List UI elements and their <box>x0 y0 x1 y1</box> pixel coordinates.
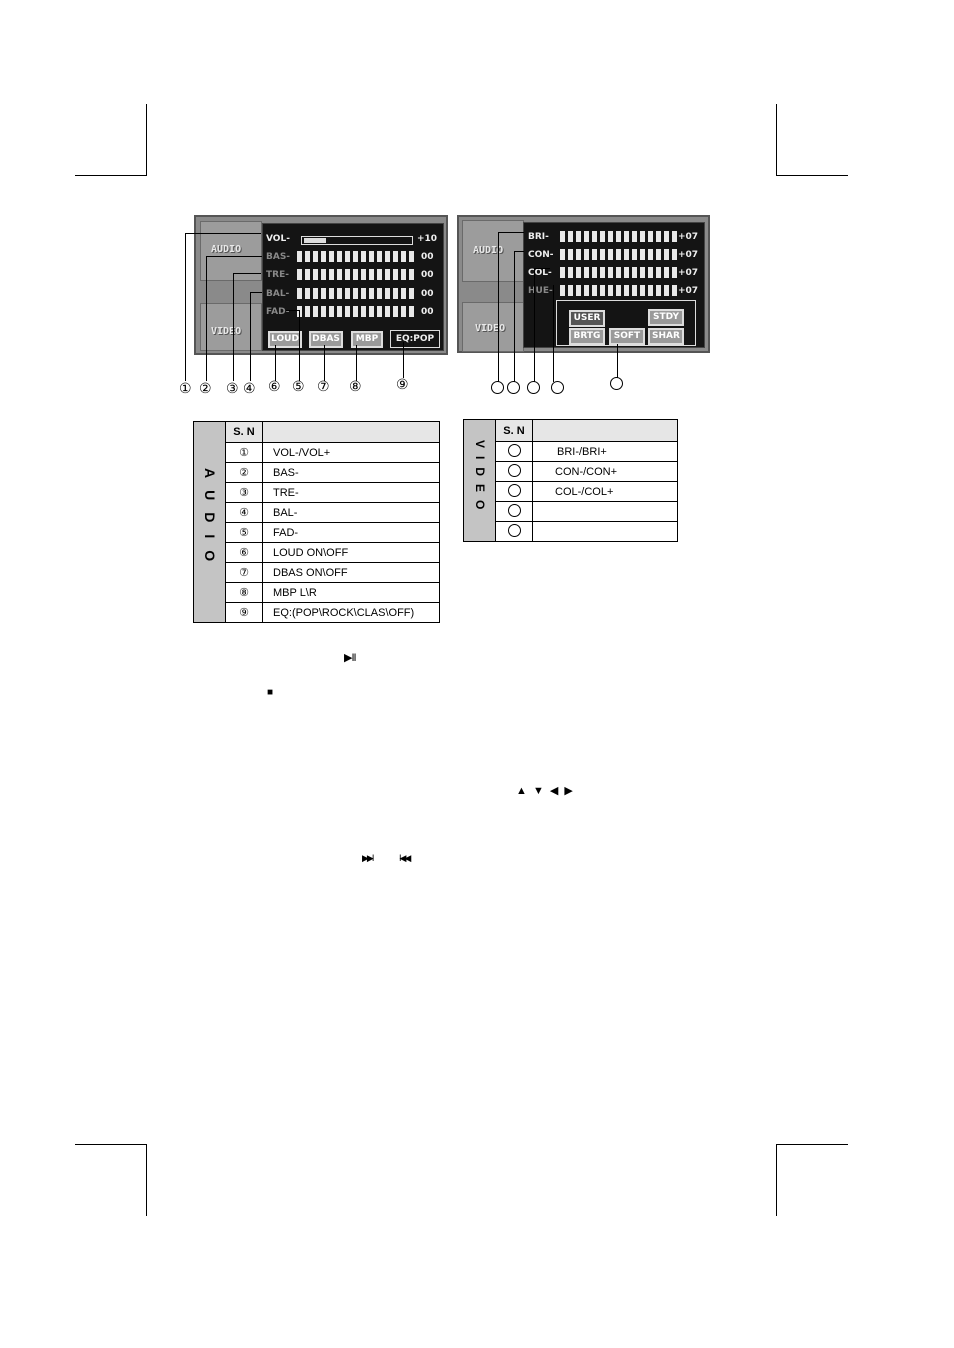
callout-line <box>275 345 276 381</box>
tre-value: 00 <box>421 270 434 280</box>
crop-mark <box>75 1144 147 1145</box>
audio-callout-number: ③ <box>226 380 239 396</box>
level-segment <box>313 306 318 317</box>
level-segment <box>664 285 669 296</box>
audio-menu-panel <box>262 223 444 351</box>
level-segment <box>377 251 382 262</box>
level-segment <box>345 269 350 280</box>
audio-tab: AUDIO <box>200 221 262 281</box>
callout-line <box>185 233 186 381</box>
level-segment <box>321 269 326 280</box>
row-description: TRE- <box>263 483 440 503</box>
con-bar <box>560 249 677 260</box>
level-segment <box>361 269 366 280</box>
callout-line <box>233 273 234 381</box>
callout-line <box>286 310 300 311</box>
crop-mark <box>776 104 777 176</box>
level-segment <box>576 285 581 296</box>
row-number-circle <box>508 444 521 457</box>
level-segment <box>672 231 677 242</box>
row-description: LOUD ON\OFF <box>263 543 440 563</box>
level-segment <box>672 285 677 296</box>
crop-mark <box>776 1144 848 1145</box>
level-segment <box>345 306 350 317</box>
eq-display[interactable]: EQ:POP <box>390 330 440 348</box>
level-segment <box>297 269 302 280</box>
level-segment <box>560 249 565 260</box>
table-row <box>194 483 440 503</box>
level-segment <box>313 288 318 299</box>
level-segment <box>369 269 374 280</box>
bas-label: BAS- <box>266 252 291 262</box>
audio-callout-number: ⑤ <box>292 378 305 394</box>
audio-callout-number: ② <box>199 380 212 396</box>
video-callout-circle <box>551 381 564 394</box>
mode-stdy-button[interactable]: STDY <box>648 309 684 326</box>
level-segment <box>616 231 621 242</box>
crop-mark <box>776 1144 777 1216</box>
callout-line <box>498 232 524 233</box>
bas-bar <box>297 251 414 262</box>
level-segment <box>329 306 334 317</box>
table-row <box>194 463 440 483</box>
row-description: COL-/COL+ <box>533 482 678 502</box>
hue-value: +07 <box>678 286 699 296</box>
level-segment <box>313 251 318 262</box>
video-table-side-label <box>464 420 496 542</box>
level-segment <box>648 267 653 278</box>
table-row <box>464 502 678 522</box>
mode-user-button[interactable]: USER <box>569 310 605 327</box>
row-description: MBP L\R <box>263 583 440 603</box>
table-row <box>194 563 440 583</box>
level-segment <box>393 251 398 262</box>
level-segment <box>568 231 573 242</box>
level-segment <box>600 249 605 260</box>
level-segment <box>361 306 366 317</box>
row-number <box>496 462 533 482</box>
level-segment <box>305 251 310 262</box>
level-segment <box>321 288 326 299</box>
video-callout-circle <box>507 381 520 394</box>
row-number: ④ <box>226 503 263 523</box>
row-number: ⑧ <box>226 583 263 603</box>
level-segment <box>377 288 382 299</box>
row-number: ⑥ <box>226 543 263 563</box>
audio-tab: AUDIO <box>462 220 524 282</box>
level-segment <box>393 306 398 317</box>
level-segment <box>345 288 350 299</box>
crop-mark <box>75 175 147 176</box>
bal-value: 00 <box>421 289 434 299</box>
callout-line <box>356 345 357 381</box>
level-segment <box>656 249 661 260</box>
callout-line <box>403 342 404 378</box>
level-segment <box>632 267 637 278</box>
callout-line <box>185 233 261 234</box>
level-segment <box>672 267 677 278</box>
level-segment <box>305 306 310 317</box>
level-segment <box>385 269 390 280</box>
level-segment <box>640 285 645 296</box>
level-segment <box>656 231 661 242</box>
hue-label: HUE- <box>528 286 553 296</box>
stop-icon: ■ <box>267 687 274 698</box>
video-tab: VIDEO <box>200 303 262 351</box>
level-segment <box>664 249 669 260</box>
level-segment <box>568 249 573 260</box>
prev-icon: I◀◀ <box>399 853 410 863</box>
video-tab: VIDEO <box>462 302 524 352</box>
col-bar <box>560 267 677 278</box>
callout-line <box>534 268 535 382</box>
level-segment <box>584 285 589 296</box>
row-number-circle <box>508 504 521 517</box>
vol-slider <box>301 236 413 245</box>
level-segment <box>616 267 621 278</box>
audio-callout-number: ⑦ <box>317 378 330 394</box>
level-segment <box>568 285 573 296</box>
level-segment <box>401 306 406 317</box>
table-row <box>464 462 678 482</box>
dbas-button[interactable]: DBAS <box>309 331 343 348</box>
row-number: ③ <box>226 483 263 503</box>
level-segment <box>576 231 581 242</box>
table-row <box>464 482 678 502</box>
level-segment <box>337 288 342 299</box>
bas-value: 00 <box>421 252 434 262</box>
level-segment <box>361 251 366 262</box>
audio-table-side-label <box>194 422 226 623</box>
level-segment <box>377 306 382 317</box>
level-segment <box>608 231 613 242</box>
audio-side-text: AUDIO <box>202 467 218 574</box>
level-segment <box>329 288 334 299</box>
level-segment <box>616 249 621 260</box>
level-segment <box>664 267 669 278</box>
table-row <box>464 522 678 542</box>
level-segment <box>345 251 350 262</box>
crop-mark <box>146 1144 147 1216</box>
level-segment <box>640 231 645 242</box>
level-segment <box>656 285 661 296</box>
table-row <box>194 543 440 563</box>
row-description <box>533 522 678 542</box>
level-segment <box>600 285 605 296</box>
con-value: +07 <box>678 250 699 260</box>
level-segment <box>377 269 382 280</box>
audio-callout-number: ⑧ <box>349 378 362 394</box>
callout-line <box>498 232 499 382</box>
level-segment <box>576 267 581 278</box>
level-segment <box>321 251 326 262</box>
audio-callout-number: ④ <box>243 380 256 396</box>
level-segment <box>353 306 358 317</box>
tre-label: TRE- <box>266 270 289 280</box>
callout-line <box>324 345 325 381</box>
video-callout-circle <box>527 381 540 394</box>
level-segment <box>648 249 653 260</box>
bri-bar <box>560 231 677 242</box>
row-description: CON-/CON+ <box>533 462 678 482</box>
level-segment <box>393 269 398 280</box>
level-segment <box>624 267 629 278</box>
row-number: ① <box>226 443 263 463</box>
row-number: ② <box>226 463 263 483</box>
row-description: BRI-/BRI+ <box>533 442 678 462</box>
video-osd-screenshot <box>457 215 710 353</box>
level-segment <box>592 267 597 278</box>
level-segment <box>305 269 310 280</box>
bri-label: BRI- <box>528 232 549 242</box>
arrow-keys-icon: ▲ ▼ ◀ ▶ <box>516 785 573 797</box>
level-segment <box>568 267 573 278</box>
level-segment <box>337 251 342 262</box>
level-segment <box>560 231 565 242</box>
callout-line <box>206 256 262 257</box>
level-segment <box>401 251 406 262</box>
table-row <box>194 603 440 623</box>
level-segment <box>648 231 653 242</box>
video-menu-panel <box>523 222 705 348</box>
table-row <box>194 503 440 523</box>
level-segment <box>624 231 629 242</box>
level-segment <box>369 288 374 299</box>
level-segment <box>297 251 302 262</box>
video-callout-circle <box>610 377 623 390</box>
level-segment <box>632 231 637 242</box>
level-segment <box>560 285 565 296</box>
mode-shar-button[interactable]: SHAR <box>648 328 684 345</box>
level-segment <box>640 249 645 260</box>
level-segment <box>648 285 653 296</box>
crop-mark <box>776 175 848 176</box>
row-number-circle <box>508 464 521 477</box>
level-segment <box>560 267 565 278</box>
audio-table-header-desc <box>263 422 440 443</box>
mbp-button[interactable]: MBP <box>351 331 383 348</box>
row-number: ⑦ <box>226 563 263 583</box>
level-segment <box>664 231 669 242</box>
bal-bar <box>297 288 414 299</box>
row-description: FAD- <box>263 523 440 543</box>
mode-brtg-button[interactable]: BRTG <box>569 328 605 345</box>
row-description: BAS- <box>263 463 440 483</box>
level-segment <box>305 288 310 299</box>
callout-line <box>514 251 515 382</box>
row-number <box>496 442 533 462</box>
callout-line <box>233 273 261 274</box>
level-segment <box>313 269 318 280</box>
video-side-text: VIDEO <box>473 440 487 518</box>
loud-button[interactable]: LOUD <box>268 331 302 348</box>
level-segment <box>369 251 374 262</box>
level-segment <box>337 306 342 317</box>
callout-line <box>617 344 618 378</box>
level-segment <box>393 288 398 299</box>
callout-line <box>553 285 554 382</box>
level-segment <box>584 249 589 260</box>
level-segment <box>608 249 613 260</box>
row-number <box>496 522 533 542</box>
video-table <box>463 419 678 542</box>
audio-table <box>193 421 440 623</box>
crop-mark <box>146 104 147 176</box>
level-segment <box>329 251 334 262</box>
level-segment <box>401 288 406 299</box>
level-segment <box>329 269 334 280</box>
fad-label: FAD- <box>266 307 290 317</box>
level-segment <box>600 231 605 242</box>
audio-table-header: S. N <box>226 422 263 443</box>
level-segment <box>576 249 581 260</box>
vol-value: +10 <box>417 234 438 244</box>
col-value: +07 <box>678 268 699 278</box>
level-segment <box>600 267 605 278</box>
next-icon: ▶▶I <box>362 853 373 863</box>
callout-line <box>250 292 262 293</box>
level-segment <box>353 251 358 262</box>
level-segment <box>656 267 661 278</box>
vol-slider-fill <box>304 238 326 243</box>
level-segment <box>616 285 621 296</box>
bri-value: +07 <box>678 232 699 242</box>
level-segment <box>409 288 414 299</box>
tre-bar <box>297 269 414 280</box>
hue-bar <box>560 285 677 296</box>
level-segment <box>361 288 366 299</box>
level-segment <box>353 288 358 299</box>
fad-value: 00 <box>421 307 434 317</box>
level-segment <box>409 269 414 280</box>
audio-callout-number: ⑥ <box>268 378 281 394</box>
table-row <box>464 442 678 462</box>
row-number-circle <box>508 484 521 497</box>
level-segment <box>640 267 645 278</box>
audio-callout-number: ⑨ <box>396 376 409 392</box>
row-description: EQ:(POP\ROCK\CLAS\OFF) <box>263 603 440 623</box>
callout-line <box>206 256 207 381</box>
video-table-header-desc <box>533 420 678 442</box>
audio-callout-number: ① <box>179 380 192 396</box>
callout-line <box>534 268 550 269</box>
level-segment <box>385 251 390 262</box>
col-label: COL- <box>528 268 552 278</box>
row-number <box>496 482 533 502</box>
row-number-circle <box>508 524 521 537</box>
level-segment <box>672 249 677 260</box>
vol-label: VOL- <box>266 234 290 244</box>
level-segment <box>592 285 597 296</box>
level-segment <box>369 306 374 317</box>
con-label: CON- <box>528 250 554 260</box>
level-segment <box>584 267 589 278</box>
level-segment <box>624 249 629 260</box>
level-segment <box>401 269 406 280</box>
level-segment <box>385 288 390 299</box>
callout-line <box>299 310 300 381</box>
level-segment <box>592 249 597 260</box>
level-segment <box>632 285 637 296</box>
level-segment <box>632 249 637 260</box>
callout-line <box>514 251 524 252</box>
row-description <box>533 502 678 522</box>
level-segment <box>385 306 390 317</box>
level-segment <box>409 306 414 317</box>
level-segment <box>353 269 358 280</box>
row-description: VOL-/VOL+ <box>263 443 440 463</box>
video-callout-circle <box>491 381 504 394</box>
level-segment <box>608 267 613 278</box>
row-number: ⑨ <box>226 603 263 623</box>
play-pause-icon: ▶II <box>344 652 356 664</box>
row-description: BAL- <box>263 503 440 523</box>
table-row <box>194 443 440 463</box>
level-segment <box>592 231 597 242</box>
table-row <box>194 523 440 543</box>
fad-bar <box>297 306 414 317</box>
level-segment <box>624 285 629 296</box>
row-number <box>496 502 533 522</box>
bal-label: BAL- <box>266 289 290 299</box>
level-segment <box>337 269 342 280</box>
level-segment <box>584 231 589 242</box>
level-segment <box>608 285 613 296</box>
level-segment <box>409 251 414 262</box>
table-row <box>194 583 440 603</box>
video-table-header: S. N <box>496 420 533 442</box>
mode-soft-button[interactable]: SOFT <box>609 328 645 345</box>
row-description: DBAS ON\OFF <box>263 563 440 583</box>
level-segment <box>297 288 302 299</box>
level-segment <box>321 306 326 317</box>
callout-line <box>250 292 251 381</box>
row-number: ⑤ <box>226 523 263 543</box>
